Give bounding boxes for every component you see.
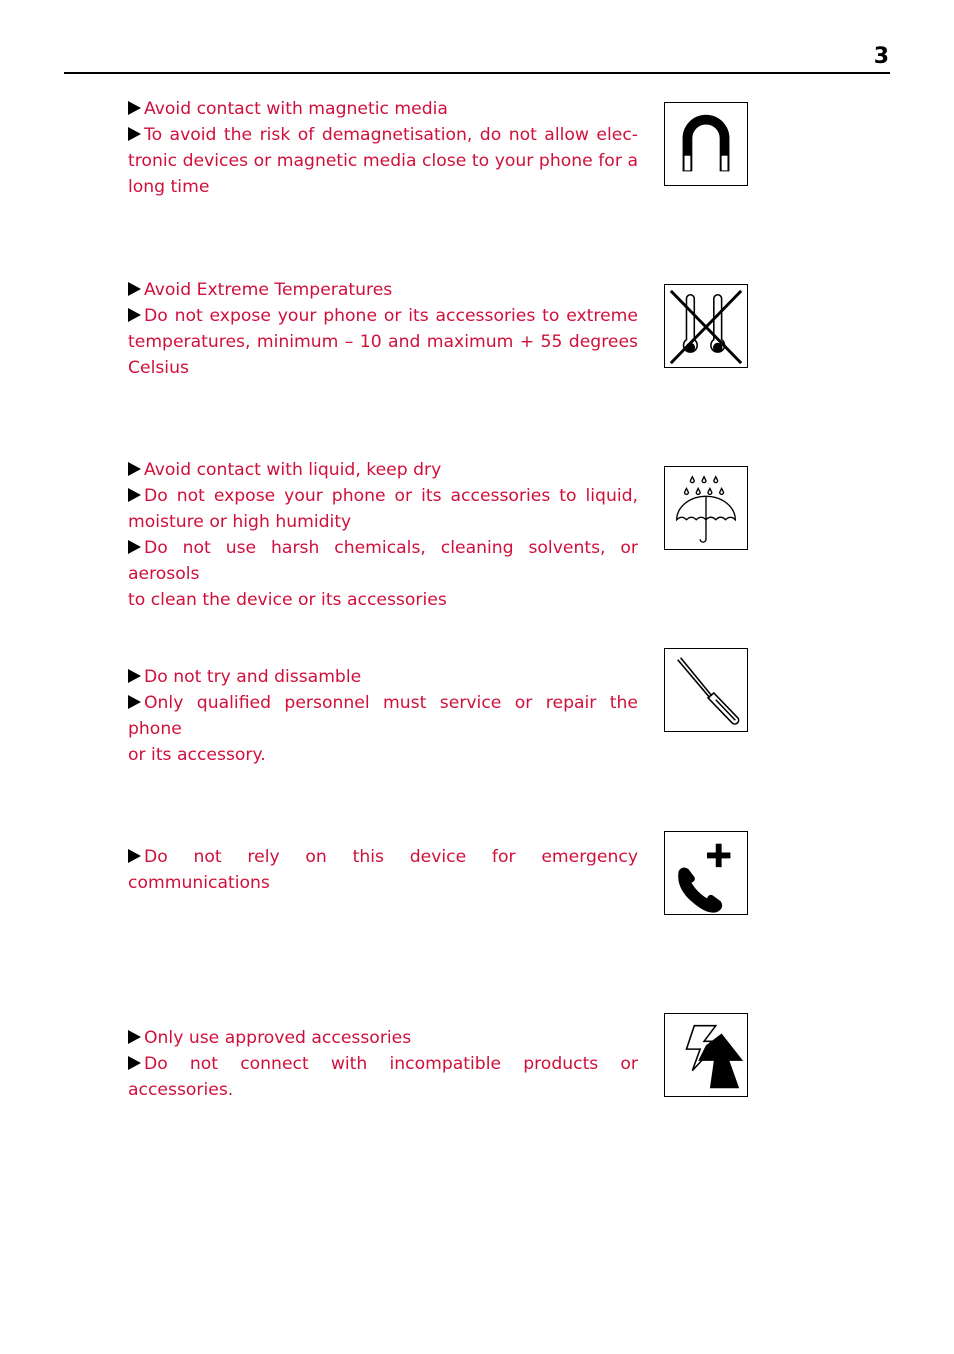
bullet-arrow-icon xyxy=(128,849,141,863)
safety-line: Only use approved accessories xyxy=(128,1025,638,1051)
bullet-arrow-icon xyxy=(128,308,141,322)
safety-line: Avoid Extreme Temperatures xyxy=(128,277,638,303)
safety-line: temperatures, minimum – 10 and maximum + 55 degrees xyxy=(128,332,638,352)
page-number: 3 xyxy=(873,44,889,69)
safety-line: Do not expose your phone or its accessories to extreme xyxy=(128,303,638,329)
safety-line: or its accessory. xyxy=(128,745,266,765)
bullet-arrow-icon xyxy=(128,669,141,683)
bullet-arrow-icon xyxy=(128,488,141,502)
safety-line: Do not try and dissamble xyxy=(128,664,638,690)
emergency-phone-icon xyxy=(664,831,748,915)
safety-line: Do not use harsh chemicals, cleaning solvents, or aerosols xyxy=(128,538,638,584)
safety-text xyxy=(128,664,638,768)
safety-line: Do not connect with incompatible products or xyxy=(128,1051,638,1077)
magnet-icon xyxy=(664,102,748,186)
safety-line: accessories. xyxy=(128,1080,234,1100)
safety-line: tronic devices or magnetic media close to your phone for a xyxy=(128,151,638,171)
bullet-arrow-icon xyxy=(128,695,141,709)
safety-line: Do not rely on this device for emergency xyxy=(128,844,638,870)
safety-line: Only qualified personnel must service or repair the phone xyxy=(128,693,638,739)
safety-line: Avoid contact with liquid, keep dry xyxy=(128,457,638,483)
safety-text xyxy=(128,844,638,896)
bullet-arrow-icon xyxy=(128,101,141,115)
header-rule xyxy=(64,72,890,74)
safety-line: long time xyxy=(128,177,210,197)
plug-connector-icon xyxy=(664,1013,748,1097)
bullet-arrow-icon xyxy=(128,540,141,554)
safety-line: Celsius xyxy=(128,358,189,378)
safety-line: moisture or high humidity xyxy=(128,512,352,532)
safety-text xyxy=(128,1025,638,1103)
safety-line: Avoid contact with magnetic media xyxy=(128,96,638,122)
bullet-arrow-icon xyxy=(128,1056,141,1070)
screwdriver-icon xyxy=(664,648,748,732)
no-thermometer-icon xyxy=(664,284,748,368)
bullet-arrow-icon xyxy=(128,462,141,476)
bullet-arrow-icon xyxy=(128,1030,141,1044)
safety-text xyxy=(128,457,638,613)
safety-line: to clean the device or its accessories xyxy=(128,590,447,610)
safety-text xyxy=(128,277,638,381)
bullet-arrow-icon xyxy=(128,282,141,296)
safety-text xyxy=(128,96,638,200)
safety-line: To avoid the risk of demagnetisation, do not allow elec- xyxy=(128,122,638,148)
safety-line: communications xyxy=(128,873,270,893)
bullet-arrow-icon xyxy=(128,127,141,141)
safety-line: Do not expose your phone or its accessories to liquid, xyxy=(128,483,638,509)
umbrella-rain-icon xyxy=(664,466,748,550)
